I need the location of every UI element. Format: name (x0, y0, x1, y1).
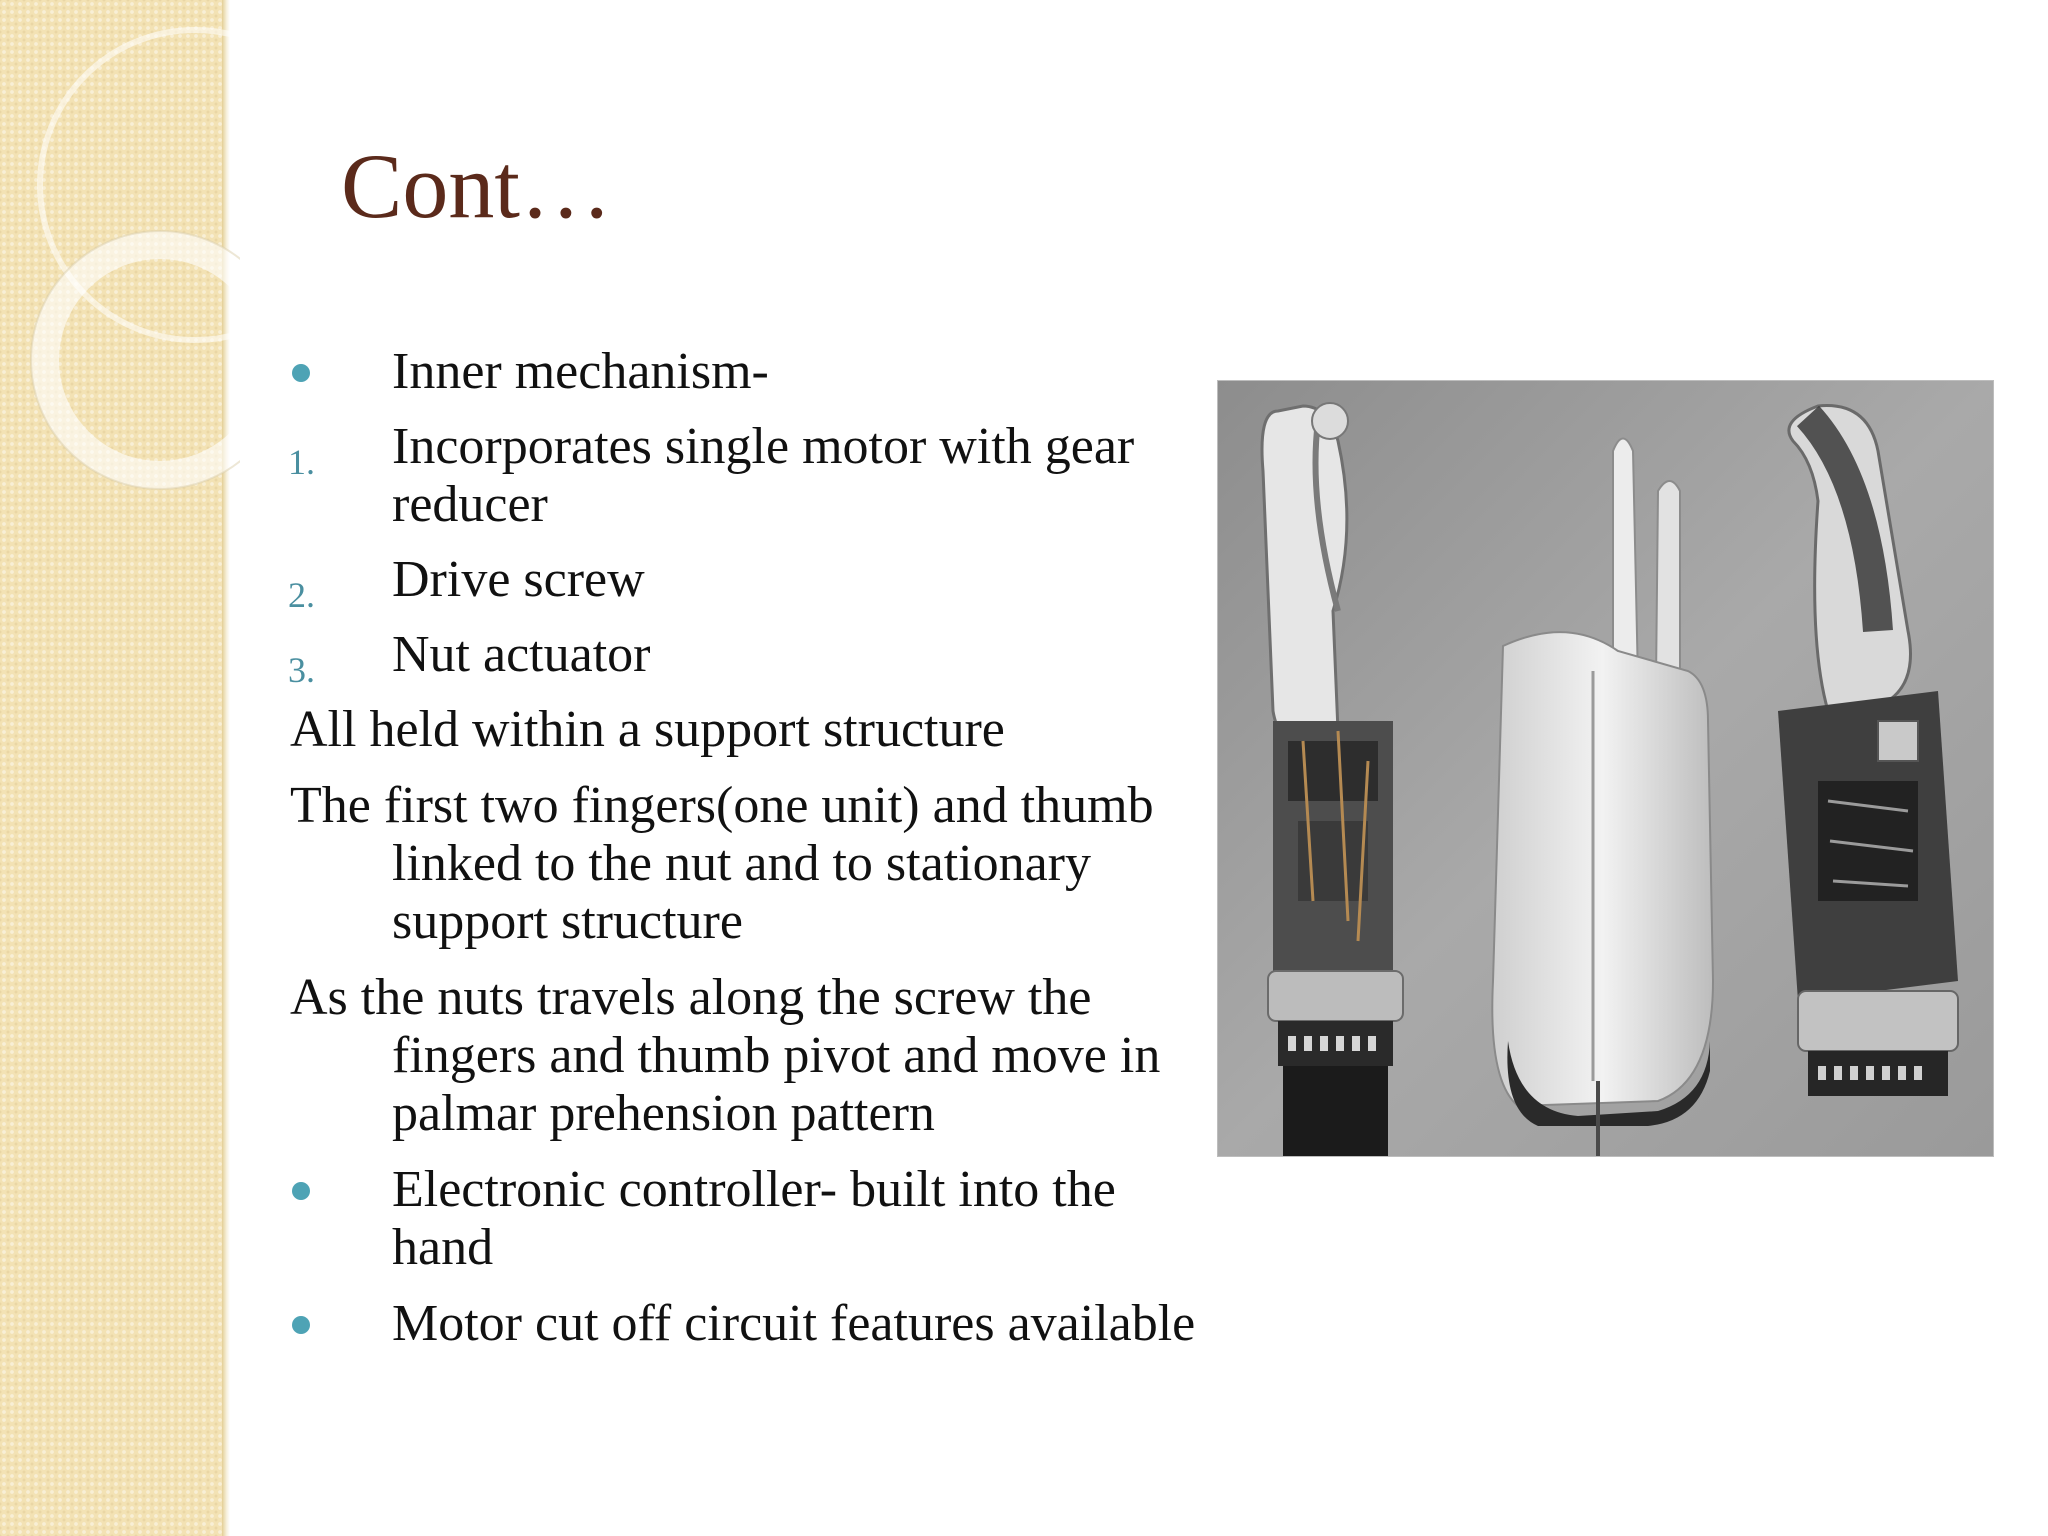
decorative-rings (0, 0, 240, 520)
item-line: support structure (392, 893, 743, 950)
item-line: All held within a support structure (290, 701, 1005, 758)
item-line: linked to the nut and to stationary (392, 835, 1091, 892)
bullet-dot (292, 1182, 310, 1200)
item-line: Electronic controller- built into the (392, 1161, 1116, 1218)
decorative-ring-thick (45, 245, 240, 475)
item-line: As the nuts travels along the screw the (290, 969, 1092, 1026)
bullet-dot (292, 364, 310, 382)
item-line: The first two fingers(one unit) and thumb (290, 777, 1154, 834)
item-line: Drive screw (392, 551, 645, 608)
item-line: fingers and thumb pivot and move in (392, 1027, 1161, 1084)
item-line: Nut actuator (392, 626, 651, 683)
item-line: Inner mechanism- (392, 343, 769, 400)
prosthetic-hand-photo (1217, 380, 1994, 1157)
item-number: 1. (288, 442, 315, 482)
item-line: palmar prehension pattern (392, 1085, 935, 1142)
item-number: 3. (288, 650, 315, 690)
item-line: Motor cut off circuit features available (392, 1295, 1196, 1352)
slide-title: Cont… (341, 135, 612, 237)
item-line: Incorporates single motor with gear (392, 418, 1135, 475)
item-number: 2. (288, 575, 315, 615)
item-line: reducer (392, 476, 548, 533)
item-line: hand (392, 1219, 494, 1276)
bullet-dot (292, 1316, 310, 1334)
